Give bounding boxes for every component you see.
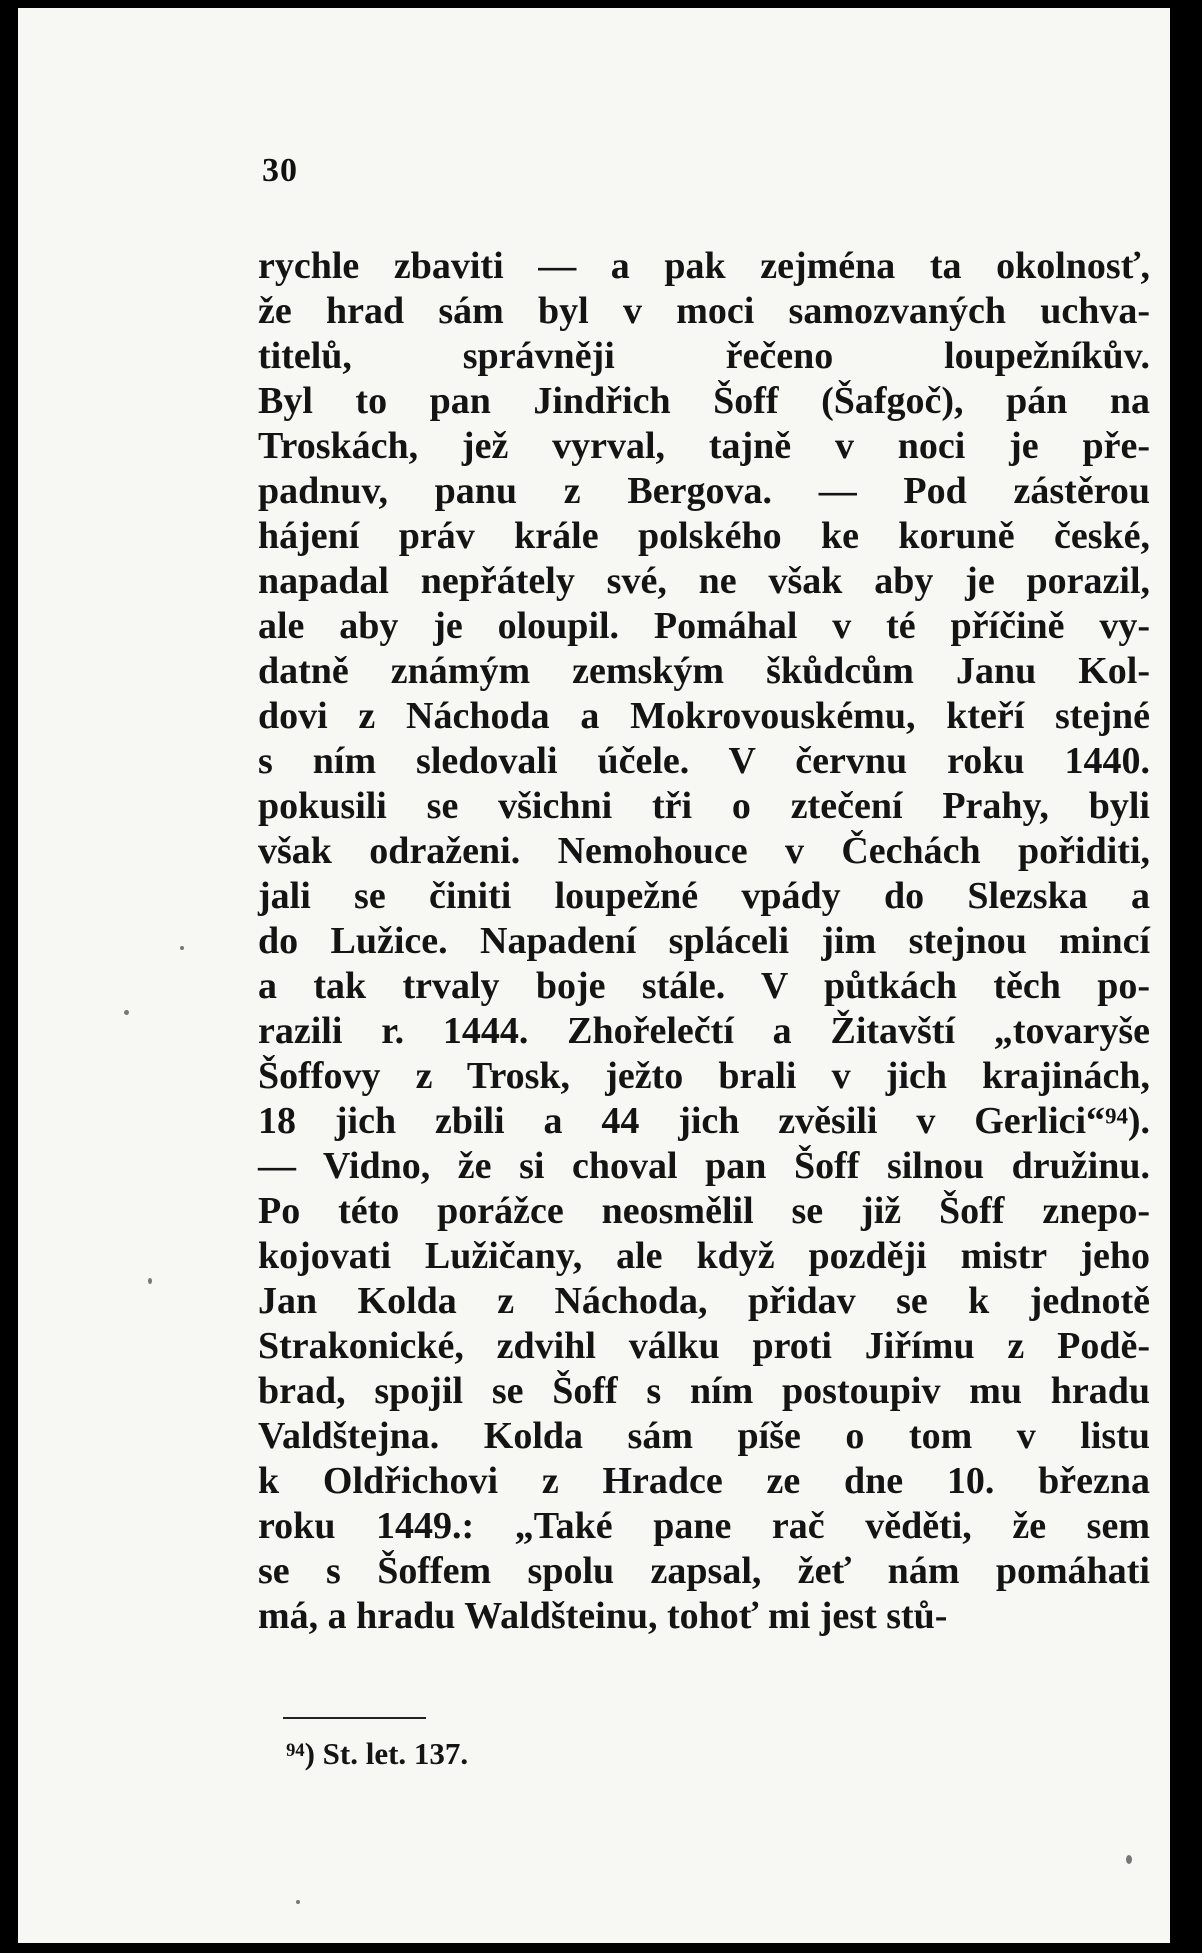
text-line: pokusili se všichni tři o ztečení Prahy, byli bbox=[258, 785, 1150, 827]
text-line: roku 1449.: „Také pane rač věděti, že sem bbox=[258, 1505, 1150, 1547]
text-line: jali se činiti loupežné vpády do Slezska a bbox=[258, 875, 1150, 917]
scan-speck bbox=[124, 1010, 129, 1015]
scan-speck bbox=[296, 1900, 300, 1904]
text-line: kojovati Lužičany, ale když později mistr jeho bbox=[258, 1235, 1150, 1277]
text-line: Byl to pan Jindřich Šoff (Šafgoč), pán na bbox=[258, 380, 1150, 422]
text-line: hájení práv krále polského ke koruně české, bbox=[258, 515, 1150, 557]
text-line: ale aby je oloupil. Pomáhal v té příčině vy- bbox=[258, 605, 1150, 647]
text-line: dovi z Náchoda a Mokrovouskému, kteří stejné bbox=[258, 695, 1150, 737]
text-line: brad, spojil se Šoff s ním postoupiv mu hradu bbox=[258, 1370, 1150, 1412]
text-line: však odraženi. Nemohouce v Čechách pořiditi, bbox=[258, 830, 1150, 872]
text-line: Strakonické, zdvihl válku proti Jiřímu z Podě- bbox=[258, 1325, 1150, 1367]
scan-border-right bbox=[1172, 0, 1202, 1953]
text-line: padnuv, panu z Bergova. — Pod zástěrou bbox=[258, 470, 1150, 512]
text-line: Jan Kolda z Náchoda, přidav se k jednotě bbox=[258, 1280, 1150, 1322]
text-line: razili r. 1444. Zhořelečtí a Žitavští „tovaryše bbox=[258, 1010, 1150, 1052]
text-line: 18 jich zbili a 44 jich zvěsili v Gerlici“⁹⁴). bbox=[258, 1100, 1150, 1142]
scan-speck bbox=[1126, 1855, 1132, 1864]
text-line: Šoffovy z Trosk, ježto brali v jich krajinách, bbox=[258, 1055, 1150, 1097]
scan-speck bbox=[148, 1278, 152, 1284]
text-line: napadal nepřátely své, ne však aby je porazil, bbox=[258, 560, 1150, 602]
scan-speck bbox=[180, 946, 184, 950]
text-line: Valdštejna. Kolda sám píše o tom v listu bbox=[258, 1415, 1150, 1457]
body-text bbox=[258, 244, 1150, 1639]
text-line: — Vidno, že si choval pan Šoff silnou družinu. bbox=[258, 1145, 1150, 1187]
text-line: titelů, správněji řečeno loupežníkův. bbox=[258, 335, 1150, 377]
text-line: s ním sledovali účele. V červnu roku 1440. bbox=[258, 740, 1150, 782]
text-line: má, a hradu Waldšteinu, tohoť mi jest stů- bbox=[258, 1595, 948, 1637]
text-line: rychle zbaviti — a pak zejména ta okolnosť, bbox=[258, 245, 1150, 287]
page-number: 30 bbox=[262, 152, 298, 189]
text-line: k Oldřichovi z Hradce ze dne 10. března bbox=[258, 1460, 1150, 1502]
text-line: že hrad sám byl v moci samozvaných uchva- bbox=[258, 290, 1150, 332]
text-line: Troskách, jež vyrval, tajně v noci je pře- bbox=[258, 425, 1150, 467]
text-line: a tak trvaly boje stále. V půtkách těch po- bbox=[258, 965, 1150, 1007]
text-line: do Lužice. Napadení spláceli jim stejnou mincí bbox=[258, 920, 1150, 962]
text-line: datně známým zemským škůdcům Janu Kol- bbox=[258, 650, 1150, 692]
text-line: Po této porážce neosmělil se již Šoff znepo- bbox=[258, 1190, 1150, 1232]
footnote-divider bbox=[283, 1717, 426, 1719]
text-line: se s Šoffem spolu zapsal, žeť nám pomáhati bbox=[258, 1550, 1150, 1592]
footnote: ⁹⁴) St. let. 137. bbox=[286, 1736, 469, 1771]
